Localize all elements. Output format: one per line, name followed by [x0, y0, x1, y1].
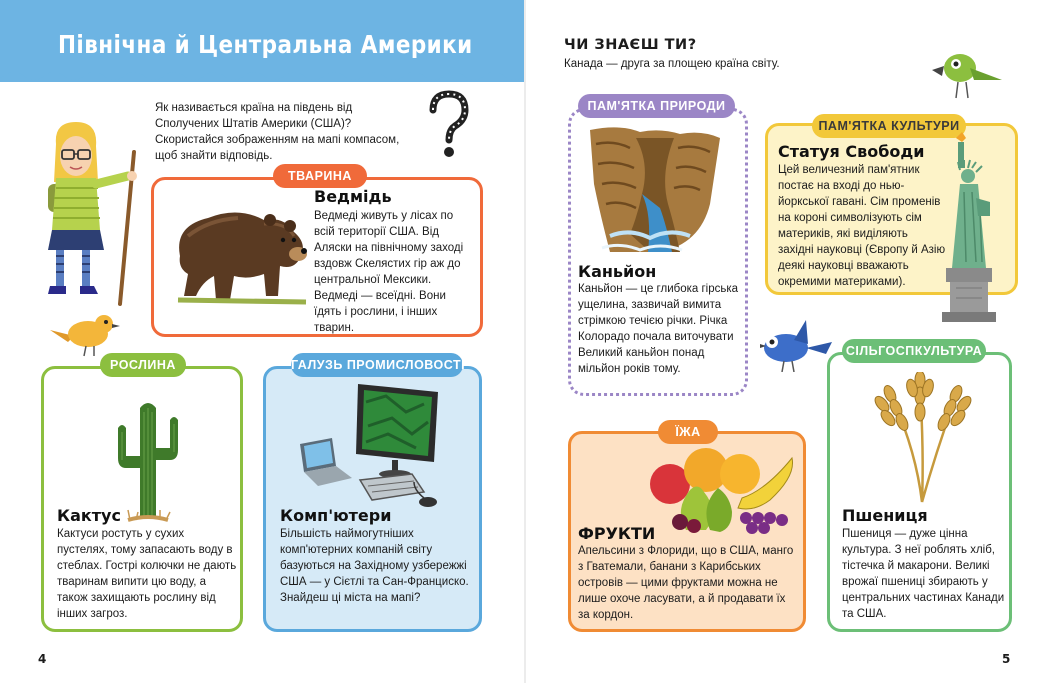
culture-title: Статуя Свободи [778, 142, 925, 161]
plant-title: Кактус [57, 506, 121, 525]
industry-tag: ГАЛУЗЬ ПРОМИСЛОВОСТІ [291, 353, 463, 377]
culture-text: Цей величезний пам'ятник постає на вході до нью-йоркської гавані. Сім променів на короні символізують сім материків, які виділяють західні науковці (Європу й Азію деякі науковці вважають окремими материками). [778, 164, 946, 288]
plant-text: Кактуси ростуть у сухих пустелях, тому запасають воду в стеблах. Гострі колючки не дають тваринам випити цю воду, а також захищають рослину від інших загроз. [57, 528, 237, 620]
food-text: Апельсини з Флориди, що в США, манго з Гватемали, банани з Карибських островів — цими фруктами можна не лише охоче ласувати, а й продавати їх за кордон. [578, 545, 794, 621]
animal-tag: ТВАРИНА [273, 164, 367, 188]
wheat-illustration [866, 372, 978, 504]
did-you-know-title: ЧИ ЗНАЄШ ТИ? [564, 37, 697, 53]
industry-text: Більшість наймогутніших комп'ютерних компаній світу базуються на Західному узбережжі США — у Сієтлі та Сан-Франциско. Знайдеш ці міста на мапі? [280, 528, 469, 604]
food-title: ФРУКТИ [578, 524, 656, 543]
yellow-bird-illustration [48, 308, 120, 358]
food-tag: ЇЖА [658, 420, 718, 444]
animal-text: Ведмеді живуть у лісах по всій території США. Від Аляски на північному заході вздовж Скелястих гір аж до центральної Мексики. Ведмеді — всеїдні. Вони їдять і рослини, і інших тварин. [314, 210, 464, 334]
nature-title: Каньйон [578, 262, 657, 281]
nature-tag: ПАМ'ЯТКА ПРИРОДИ [578, 94, 735, 118]
statue-of-liberty-illustration [936, 132, 1004, 324]
plant-tag: РОСЛИНА [100, 353, 186, 377]
bear-illustration [168, 196, 310, 308]
did-you-know-text: Канада — друга за площею країна світу. [564, 58, 780, 70]
canyon-illustration [590, 124, 722, 256]
left-page-number: 4 [38, 652, 47, 666]
nature-text: Каньйон — це глибока гірська ущелина, зазвичай вимита стрімкою течією річки. Річка Колорадо почала виточувати Великий каньйон понад мільйон років тому. [578, 283, 739, 375]
blue-bird-illustration [756, 318, 834, 372]
animal-title: Ведмідь [314, 187, 392, 206]
agriculture-text: Пшениця — дуже цінна культура. З неї роблять хліб, тістечка й макарони. Великі врожаї пшениці збирають у центральних частинах Канади та США. [842, 528, 1005, 620]
fruits-illustration [646, 440, 796, 534]
computer-illustration [296, 382, 446, 508]
culture-tag: ПАМ'ЯТКА КУЛЬТУРИ [812, 114, 966, 138]
green-bird-illustration [930, 46, 1006, 100]
intro-question: Як називається країна на південь від Сполучених Штатів Америки (США)? Скористайся зображенням на мапі компасом, щоб знайти відповідь. [155, 102, 400, 162]
industry-title: Комп'ютери [280, 506, 392, 525]
banner-wave [0, 70, 524, 88]
agriculture-title: Пшениця [842, 506, 928, 525]
girl-illustration [42, 122, 147, 307]
question-mark-icon [425, 90, 471, 160]
agriculture-tag: СІЛЬГОСПКУЛЬТУРА [842, 339, 986, 363]
right-page-number: 5 [1002, 652, 1011, 666]
page-title: Північна й Центральна Америки [58, 30, 473, 59]
page-gutter [524, 0, 526, 683]
